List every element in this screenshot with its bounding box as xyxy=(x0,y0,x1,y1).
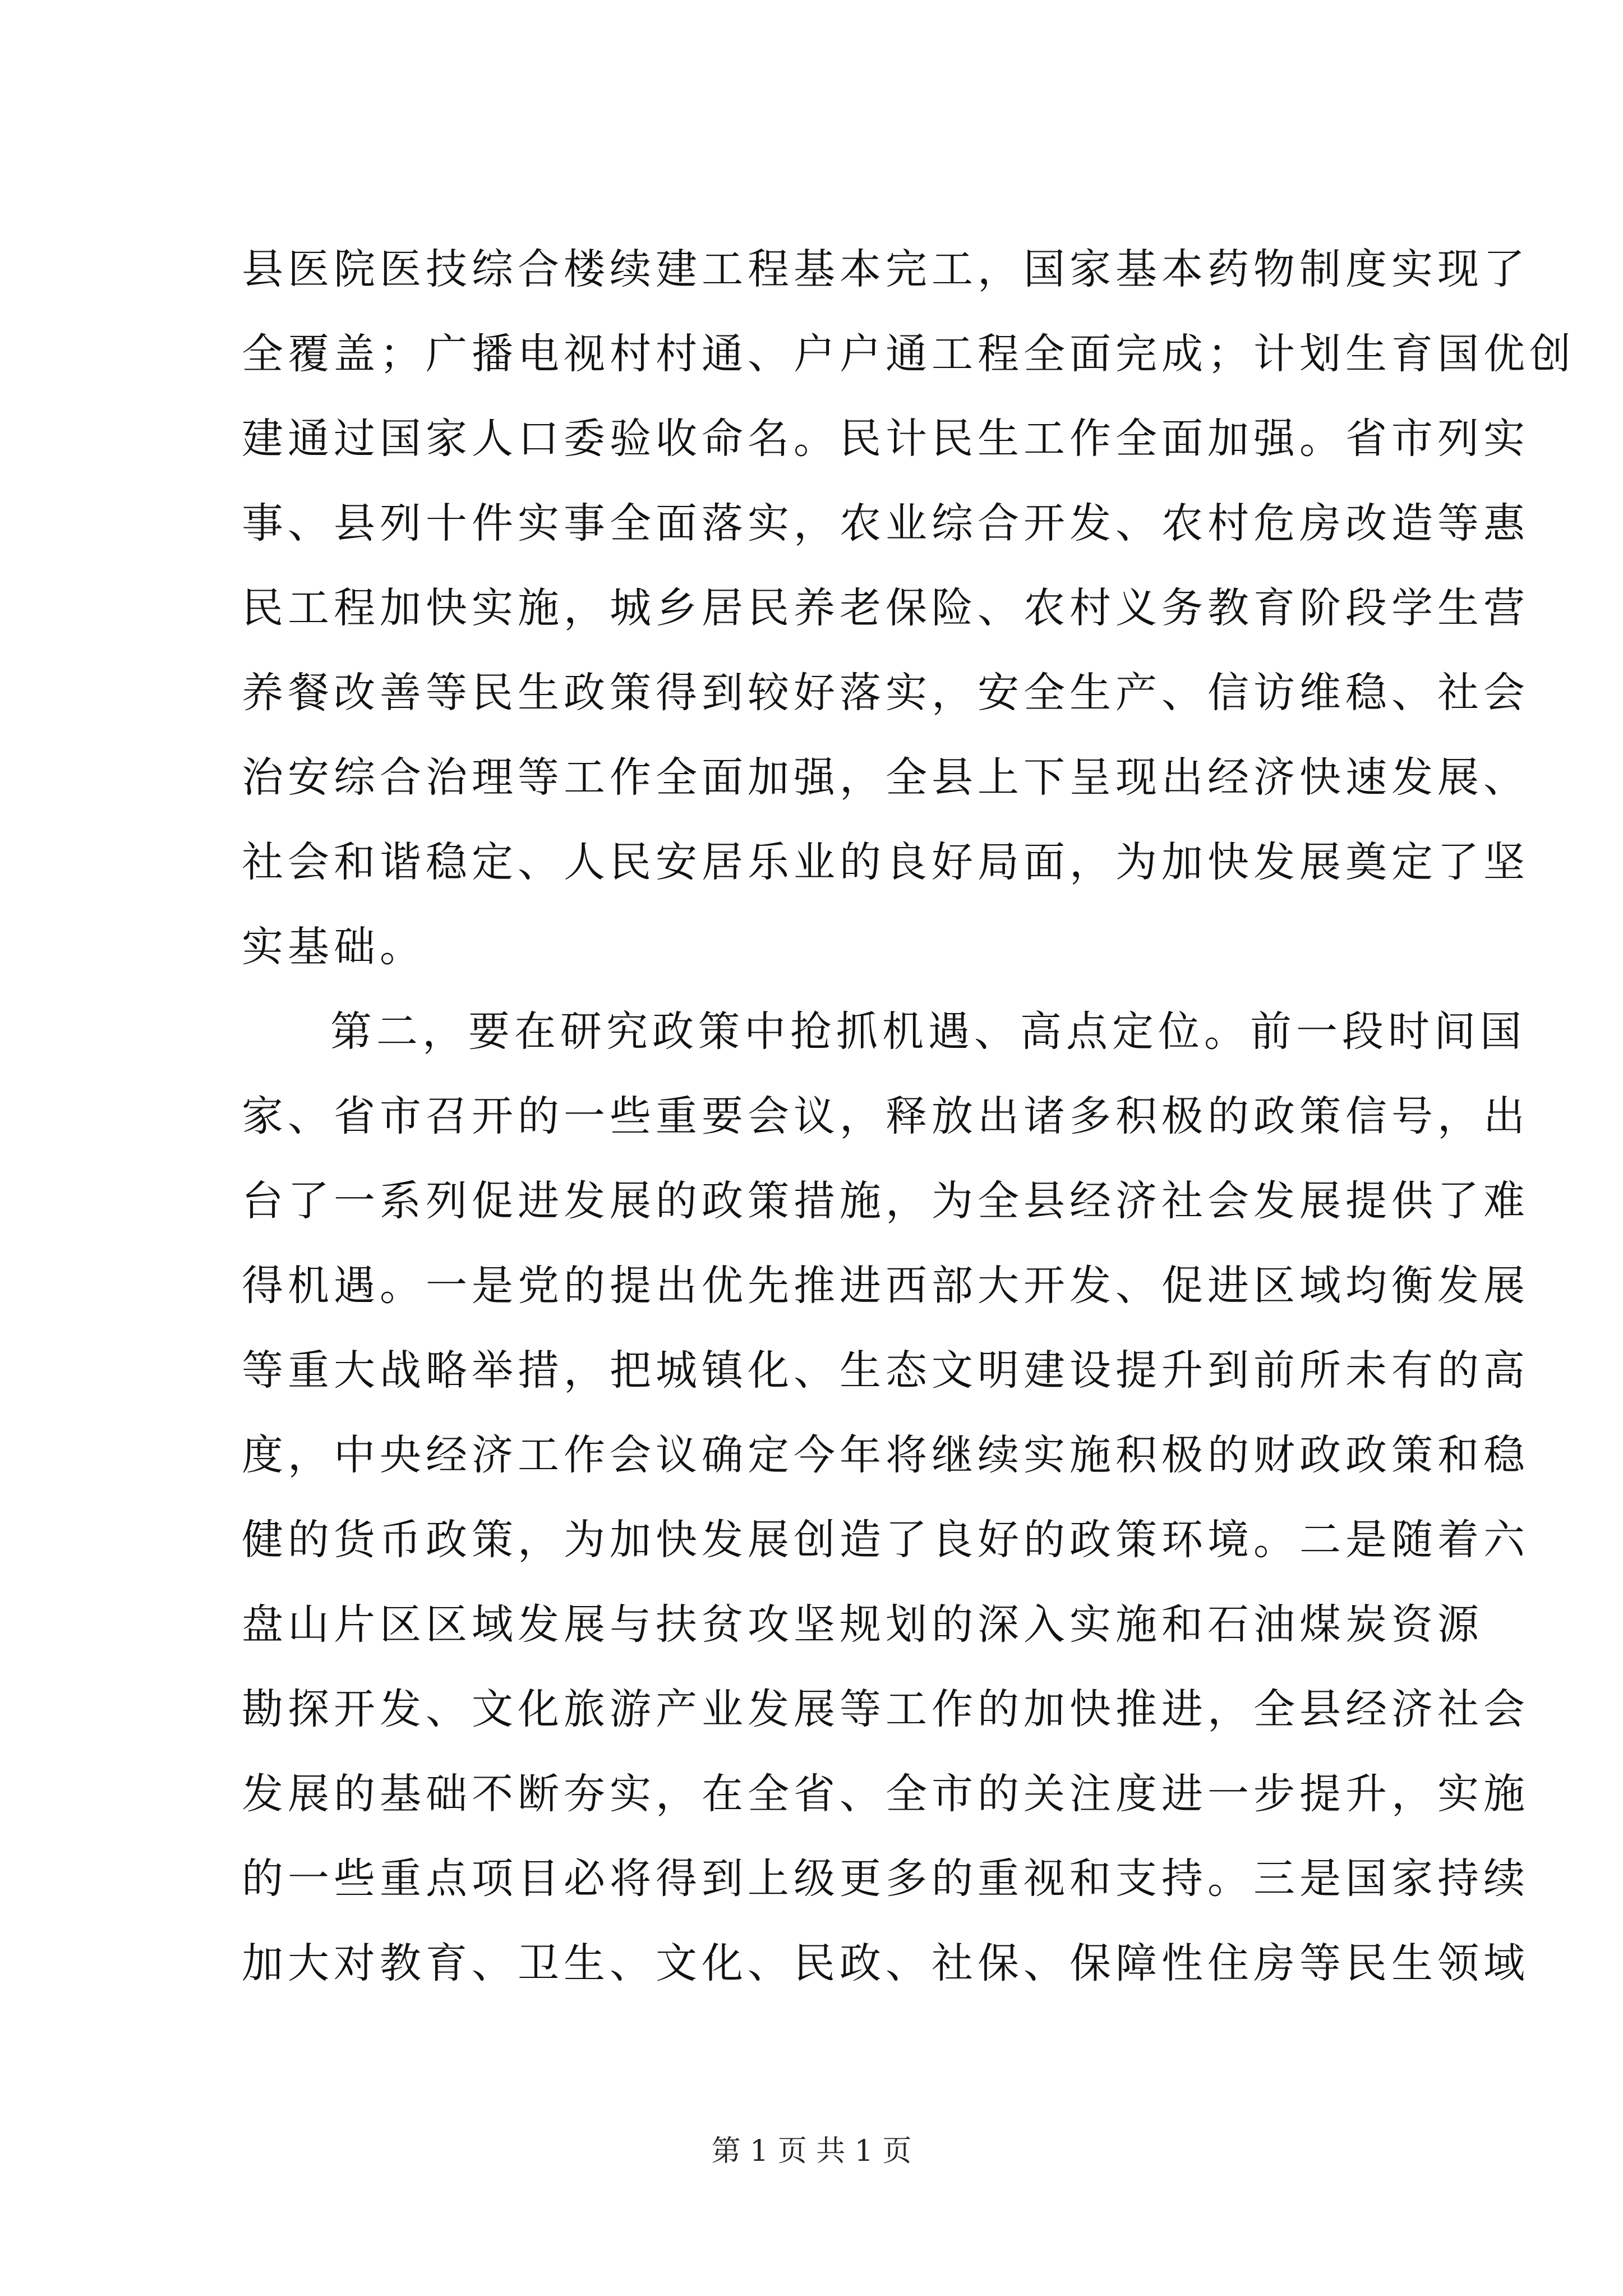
text-line: 治安综合治理等工作全面加强，全县上下呈现出经济快速发展、 xyxy=(242,753,1529,802)
text-line: 度，中央经济工作会议确定今年将继续实施积极的财政政策和稳 xyxy=(242,1431,1529,1479)
text-line: 发展的基础不断夯实，在全省、全市的关注度进一步提升，实施 xyxy=(242,1770,1529,1818)
text-line: 健的货币政策，为加快发展创造了良好的政策环境。二是随着六 xyxy=(242,1516,1529,1564)
text-line: 等重大战略举措，把城镇化、生态文明建设提升到前所未有的高 xyxy=(242,1346,1529,1395)
text-line: 养餐改善等民生政策得到较好落实，安全生产、信访维稳、社会 xyxy=(242,669,1529,717)
paragraph-first-line: 第二，要在研究政策中抢抓机遇、高点定位。前一段时间国 xyxy=(330,1007,1526,1056)
text-line: 事、县列十件实事全面落实，农业综合开发、农村危房改造等惠 xyxy=(242,499,1529,547)
text-line: 民工程加快实施，城乡居民养老保险、农村义务教育阶段学生营 xyxy=(242,584,1529,632)
text-line: 全覆盖；广播电视村村通、户户通工程全面完成；计划生育国优创 xyxy=(242,330,1575,378)
text-line: 勘探开发、文化旅游产业发展等工作的加快推进，全县经济社会 xyxy=(242,1685,1529,1733)
text-line: 实基础。 xyxy=(242,923,426,971)
text-line: 县医院医技综合楼续建工程基本完工，国家基本药物制度实现了 xyxy=(242,245,1529,293)
text-line: 的一些重点项目必将得到上级更多的重视和支持。三是国家持续 xyxy=(242,1855,1529,1903)
text-line: 盘山片区区域发展与扶贫攻坚规划的深入实施和石油煤炭资源 xyxy=(242,1600,1483,1649)
text-line: 社会和谐稳定、人民安居乐业的良好局面，为加快发展奠定了坚 xyxy=(242,838,1529,886)
text-line: 加大对教育、卫生、文化、民政、社保、保障性住房等民生领域 xyxy=(242,1939,1529,1987)
document-body xyxy=(242,227,1575,2006)
text-line: 建通过国家人口委验收命名。民计民生工作全面加强。省市列实 xyxy=(242,415,1529,463)
text-line: 台了一系列促进发展的政策措施，为全县经济社会发展提供了难 xyxy=(242,1177,1529,1225)
text-line: 得机遇。一是党的提出优先推进西部大开发、促进区域均衡发展 xyxy=(242,1262,1529,1310)
page-number-footer: 第 1 页 共 1 页 xyxy=(711,2134,912,2168)
text-line: 家、省市召开的一些重要会议，释放出诸多积极的政策信号，出 xyxy=(242,1092,1529,1140)
